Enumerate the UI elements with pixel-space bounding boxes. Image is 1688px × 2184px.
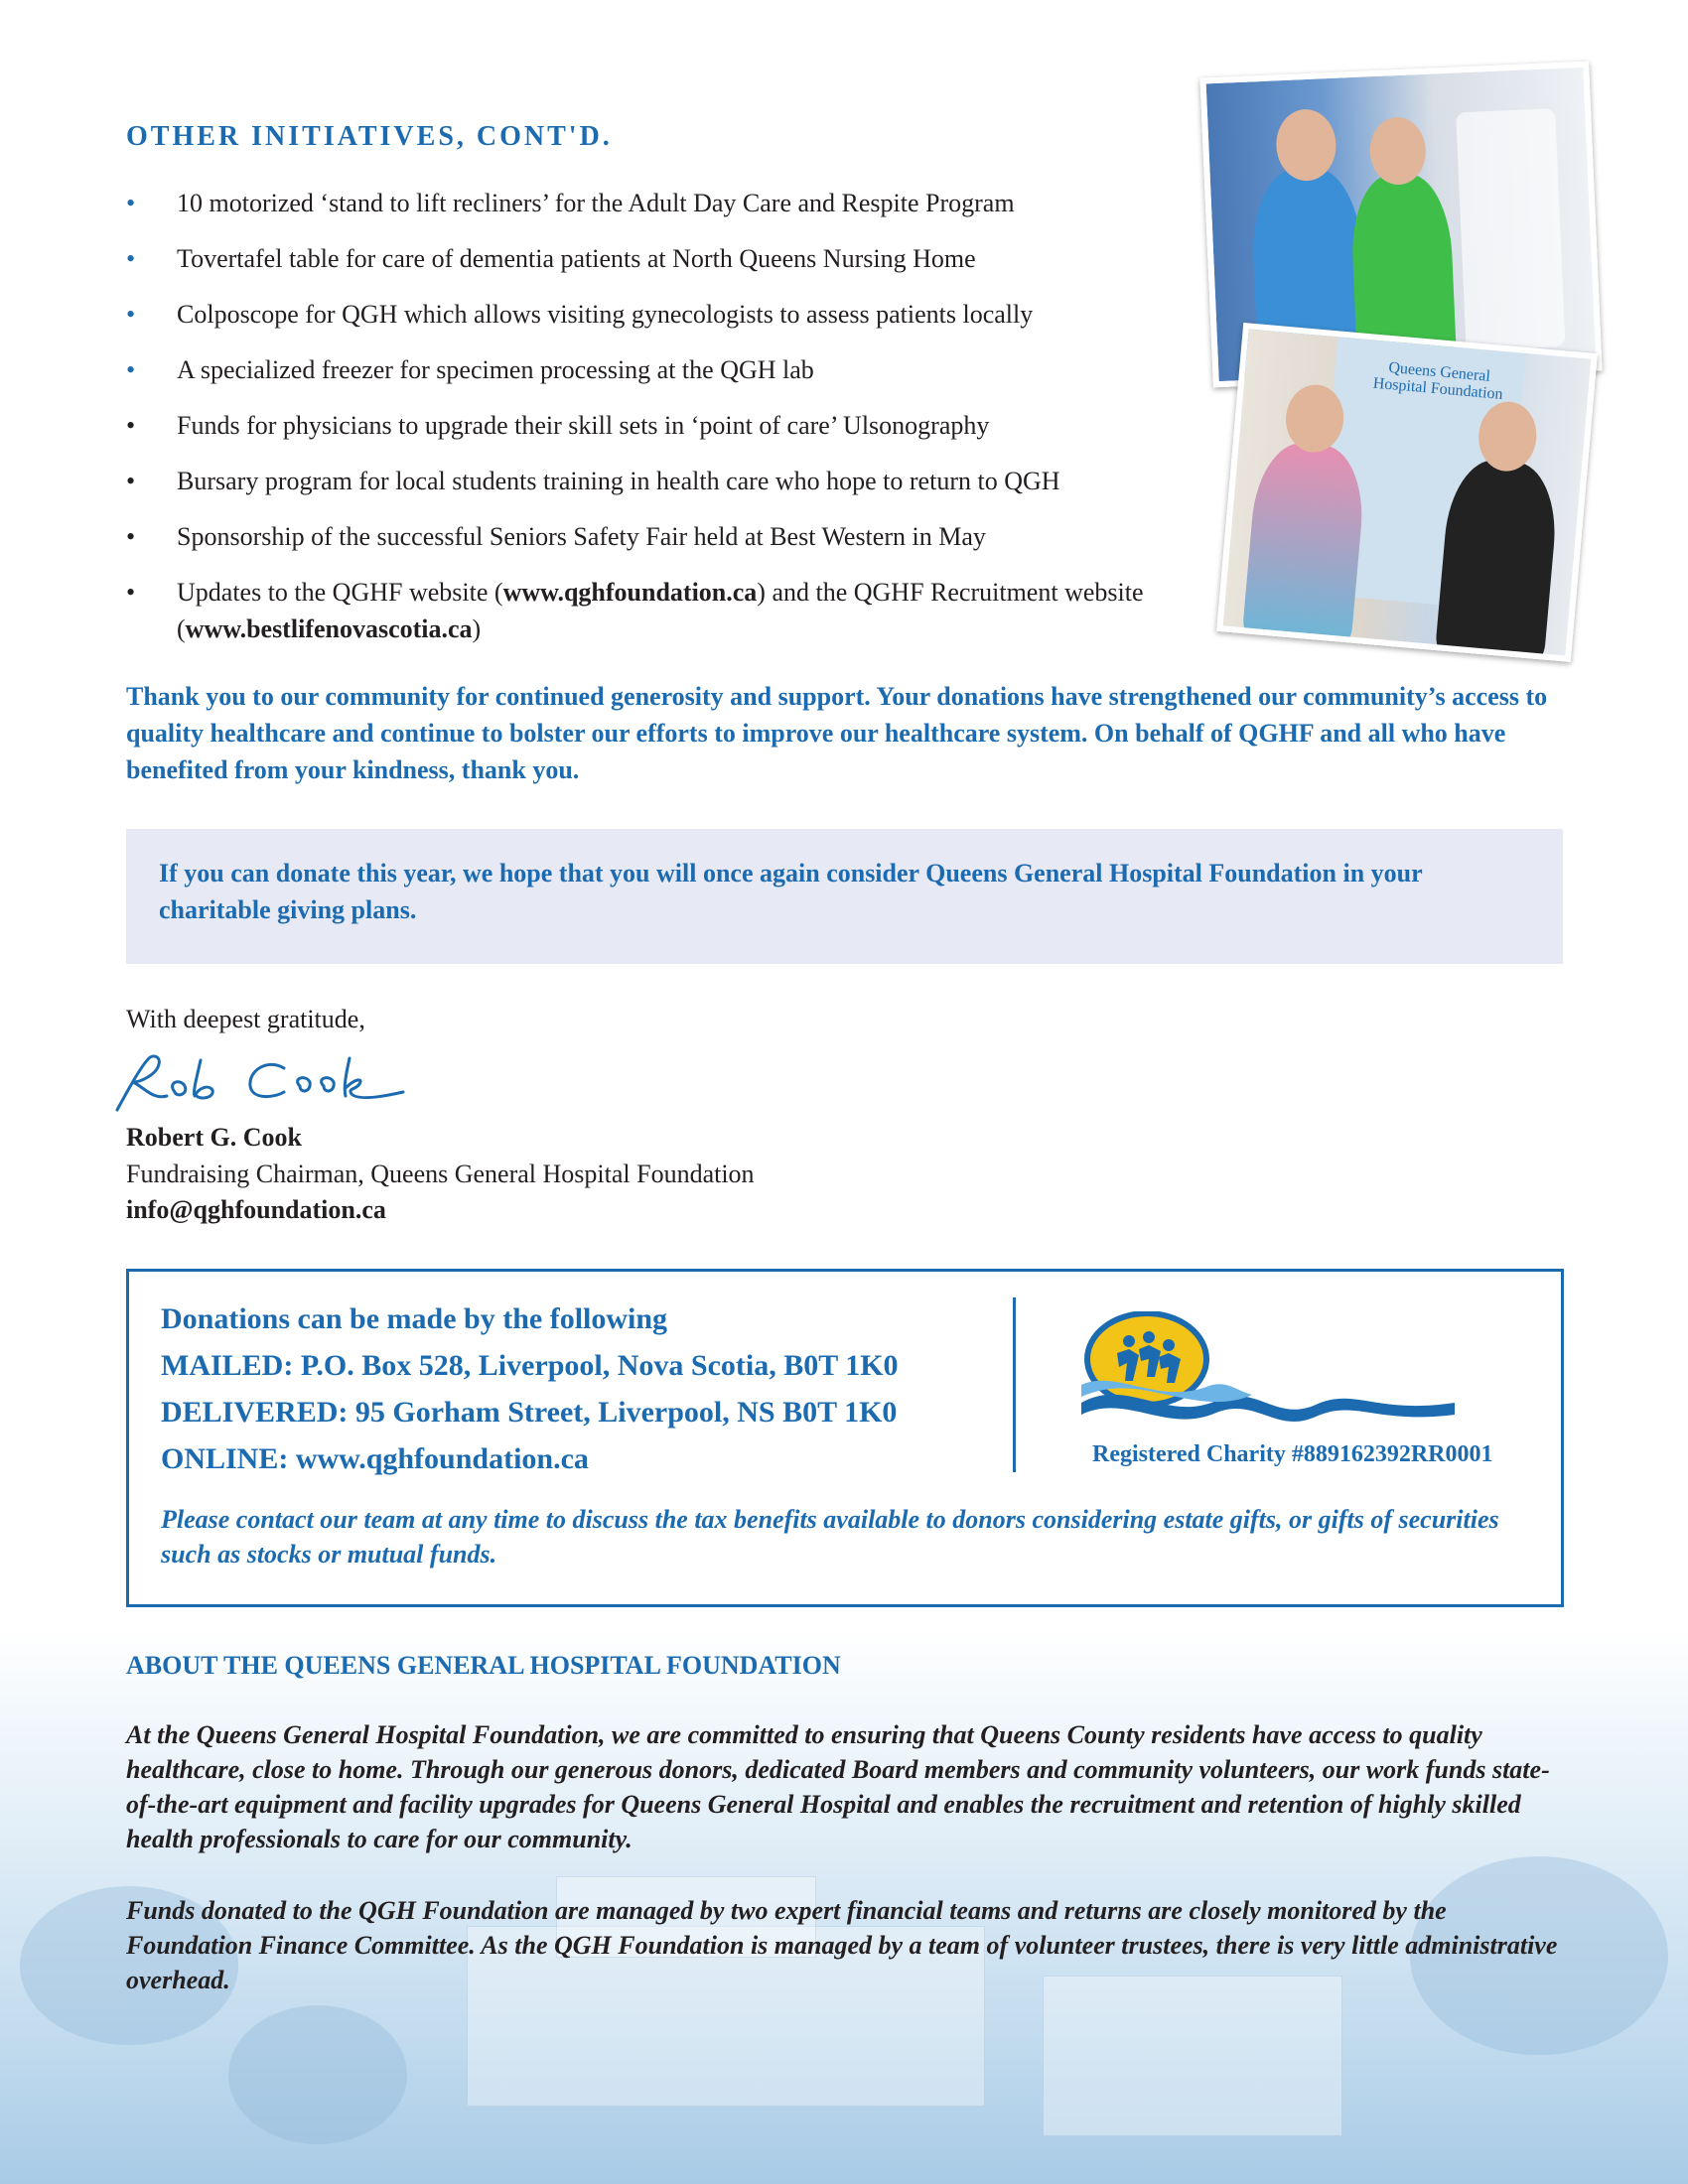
banner-text: Queens General Hospital Foundation [1372,358,1504,404]
about-paragraph-funds: Funds donated to the QGH Foundation are managed by two expert financial teams and returns are closely monitored by the Foundation Finance Committee. As the QGH Foundation is managed by a team of volunteer trustees, there is very little administrative overhead. [126,1896,1558,1994]
closing-line: With deepest gratitude, [126,1005,365,1033]
list-item: • Tovertafel table for care of dementia patients at North Queens Nursing Home [126,240,1198,277]
signer-name: Robert G. Cook [126,1123,302,1152]
foundation-logo [1077,1311,1455,1435]
section-heading: OTHER INITIATIVES, CONT'D. [126,121,613,152]
online-donation-link[interactable]: ONLINE: www.qghfoundation.ca [161,1442,589,1475]
qghf-website-link[interactable]: www.qghfoundation.ca [502,578,758,607]
bullet: • [126,300,136,329]
thank-you-paragraph: Thank you to our community for continued generosity and support. Your donations have strengthened our community’s access to quality healthcare and continue to bolster our efforts to improve our healthcare system. On behalf of QGHF and all who have benefited from your kindness, thank you. [126,682,1548,784]
list-item: • Sponsorship of the successful Seniors Safety Fair held at Best Western in May [126,518,1198,555]
list-item-websites: • Updates to the QGHF website (www.qghfoundation.ca) and the QGHF Recruitment website (www.bestlifenovascotia.ca) [126,574,1198,647]
bullet: • [126,189,136,217]
bullet: • [126,467,136,495]
donation-callout [126,829,1563,964]
bullet: • [126,411,136,440]
list-item: • Funds for physicians to upgrade their skill sets in ‘point of care’ Ulsonography [126,407,1198,444]
list-item: • A specialized freezer for specimen processing at the QGH lab [126,351,1198,388]
delivery-address: DELIVERED: 95 Gorham Street, Liverpool, NS B0T 1K0 [161,1396,898,1429]
donation-methods [161,1296,899,1482]
donation-info-box [126,1269,1564,1607]
about-paragraph-mission: At the Queens General Hospital Foundation, we are committed to ensuring that Queens County residents have access to quality healthcare, close to home. Through our generous donors, dedicated Board members and community volunteers, our work funds state-of-the-art equipment and facility upgrades for Queens General Hospital and enables the recruitment and retention of highly skilled health professionals to care for our community. [126,1720,1550,1853]
tax-benefits-note: Please contact our team at any time to discuss the tax benefits available to donors considering estate gifts, or gifts of securities such as stocks or mutual funds. [161,1505,1499,1569]
bullet: • [126,578,136,607]
contact-email[interactable]: info@qghfoundation.ca [126,1195,386,1224]
recruitment-website-link[interactable]: www.bestlifenovascotia.ca [185,614,473,643]
donation-heading: Donations can be made by the following [161,1302,668,1335]
list-item: • Bursary program for local students training in health care who hope to return to QGH [126,463,1198,499]
about-heading: ABOUT THE QUEENS GENERAL HOSPITAL FOUNDATION [126,1651,841,1680]
mailing-address: MAILED: P.O. Box 528, Liverpool, Nova Scotia, B0T 1K0 [161,1349,899,1382]
list-item: • Colposcope for QGH which allows visiting gynecologists to assess patients locally [126,296,1198,333]
photo-foundation-booth [1216,323,1598,662]
bullet: • [126,244,136,273]
signature [109,1048,447,1123]
callout-text: If you can donate this year, we hope that you will once again consider Queens General Hospital Foundation in your charitable giving plans. [159,859,1423,924]
signer-title: Fundraising Chairman, Queens General Hospital Foundation [126,1160,755,1188]
charity-number: Registered Charity #889162392RR0001 [1092,1441,1493,1467]
initiatives-list [126,185,1198,666]
divider [1013,1297,1016,1472]
bullet: • [126,522,136,551]
list-item: • 10 motorized ‘stand to lift recliners’ for the Adult Day Care and Respite Program [126,185,1198,221]
bullet: • [126,355,136,384]
